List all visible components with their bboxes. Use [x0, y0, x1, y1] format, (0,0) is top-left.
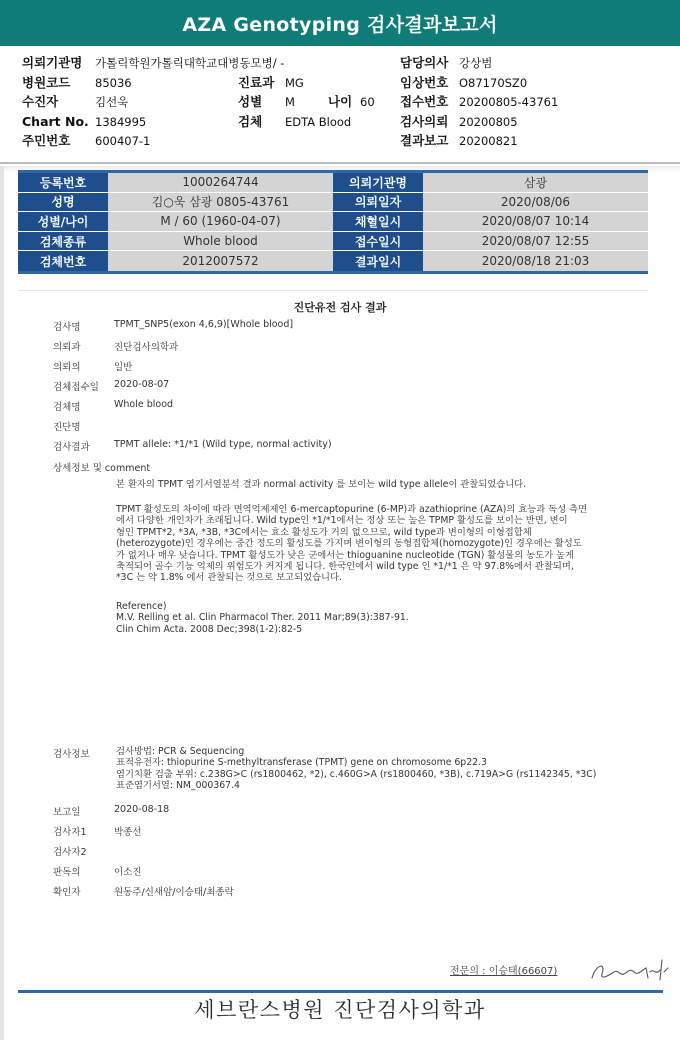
test-info-line: 검사방법: PCR & Sequencing	[116, 746, 245, 757]
header-value: 김선욱	[95, 95, 129, 109]
references	[116, 601, 616, 635]
patient-value: 1000264744	[108, 173, 333, 192]
header-label: 병원코드	[22, 75, 71, 90]
header-value: 강상범	[459, 56, 493, 70]
patient-value: Whole blood	[108, 232, 333, 251]
patient-value: 삼광	[423, 173, 648, 192]
test-info	[116, 746, 616, 792]
patient-value: 2020/08/18 21:03	[423, 251, 648, 271]
field-value: TPMT_SNP5(exon 4,6,9)[Whole blood]	[114, 319, 294, 330]
patient-row	[18, 173, 648, 193]
patient-value: 2020/08/06	[423, 193, 648, 212]
patient-value: 2020/08/07 10:14	[423, 212, 648, 231]
report-banner	[0, 0, 680, 46]
footer-institution: 세브란스병원 진단검사의학과	[194, 998, 486, 1022]
field-label: 보고일	[53, 807, 81, 818]
patient-label: 의뢰일자	[333, 193, 423, 212]
header-label: 접수번호	[400, 94, 449, 109]
comment-line: 축적되어 골수 기능 억제의 위험도가 커지게 됩니다. 한국인에서 wild type 인 *1/*1 은 약 97.8%에서 관찰되며,	[116, 561, 574, 573]
header-value: 20200805	[459, 115, 518, 129]
handwritten-signature	[588, 954, 670, 986]
page-left-edge	[0, 166, 4, 1040]
comment-line: *3C 는 약 1.8% 에서 관찰되는 것으로 보고되었습니다.	[116, 572, 342, 584]
header-value: 20200805-43761	[459, 95, 559, 109]
field-value: 박종선	[114, 827, 142, 838]
comment-line: 가 없거나 매우 낮습니다. TPMT 활성도가 낮은 군에서는 thioguanine nucleotide (TGN) 활성물의 농도가 높게	[116, 549, 575, 561]
patient-row	[18, 212, 648, 232]
header-label: 담당의사	[400, 55, 449, 70]
patient-value: 2020/08/07 12:55	[423, 232, 648, 251]
patient-row	[18, 193, 648, 213]
field-value: 2020-08-07	[114, 379, 170, 390]
field-label: 판독의	[53, 867, 81, 878]
header-value: O87170SZ0	[459, 76, 528, 90]
comment-label: 상세정보 및 comment	[53, 463, 151, 474]
header-label: 검사의뢰	[400, 114, 449, 129]
patient-label: 성명	[18, 193, 108, 212]
field-value: 원동주/신새암/이승태/최종락	[114, 887, 234, 898]
field-label: 검사결과	[53, 442, 90, 453]
field-label: 진단명	[53, 422, 81, 433]
field-value: Whole blood	[114, 399, 174, 410]
field-label: 의뢰의	[53, 362, 81, 373]
header-label: 임상번호	[400, 75, 449, 90]
result-section-title: 진단유전 검사 결과	[293, 301, 387, 314]
header-label: 성별	[238, 94, 263, 109]
reference-line: M.V. Relling et al. Clin Pharmacol Ther. 2011 Mar;89(3):387-91.	[116, 612, 409, 624]
header-label: 진료과	[238, 75, 275, 90]
header-value: 1384995	[95, 115, 147, 129]
test-result-value: TPMT allele: *1/*1 (Wild type, normal activity)	[114, 439, 332, 450]
patient-label: 채혈일시	[333, 212, 423, 231]
test-info-line: 표준염기서열: NM_000367.4	[116, 780, 240, 792]
field-label: 확인자	[53, 887, 81, 898]
field-label: 검체접수일	[53, 382, 99, 393]
patient-value: M / 60 (1960-04-07)	[108, 212, 333, 231]
field-value: 이소진	[114, 867, 142, 878]
field-label: 검체명	[53, 402, 81, 413]
patient-label: 검체종류	[18, 232, 108, 251]
patient-info-table	[18, 170, 648, 274]
reference-line: Clin Chim Acta. 2008 Dec;398(1-2):82-5	[116, 623, 303, 635]
comment-body	[116, 504, 616, 584]
report-title: AZA Genotyping 검사결과보고서	[182, 13, 498, 36]
header-value: M	[285, 95, 295, 109]
header-label: 주민번호	[22, 133, 71, 148]
header-label: Chart No.	[22, 114, 89, 129]
test-info-label: 검사정보	[53, 749, 90, 760]
comment-summary	[116, 479, 616, 490]
header-label: 검체	[238, 114, 263, 129]
field-value: 2020-08-18	[114, 804, 170, 815]
header-label: 수진자	[22, 94, 59, 109]
header-value: MG	[285, 76, 304, 90]
header-value: 가톨릭학원가톨릭대학교대병동모병/ -	[95, 56, 285, 70]
patient-label: 등록번호	[18, 173, 108, 192]
comment-line: 에서 다양한 개인차가 초래됩니다. Wild type인 *1/*1에서는 정상 또는 높은 TPMP 활성도를 보이는 반면, 변이	[116, 515, 568, 527]
patient-label: 결과일시	[333, 251, 423, 271]
field-value: 일반	[114, 362, 133, 373]
header-label-age: 나이	[328, 94, 353, 109]
patient-row	[18, 251, 648, 271]
patient-row	[18, 232, 648, 252]
test-info-line: 염기치환 검출 부위: c.238G>C (rs1800462, *2), c.460G>A (rs1800460, *3B), c.719A>G (rs1142345, *3C)	[116, 768, 597, 780]
header-value-age: 60	[360, 95, 375, 109]
field-label: 검사자2	[53, 847, 87, 858]
header-label: 결과보고	[400, 133, 449, 148]
patient-label: 의뢰기관명	[333, 173, 423, 192]
report-header	[0, 46, 680, 164]
divider	[18, 290, 648, 291]
header-value: EDTA Blood	[285, 115, 352, 129]
patient-value: 2012007572	[108, 251, 333, 271]
header-value: 85036	[95, 76, 132, 90]
footer-rule	[18, 990, 663, 993]
header-label: 의뢰기관명	[22, 55, 83, 70]
comment-line: (heterozygote)인 경우에는 중간 정도의 활성도를 가지며 변이형의 동형접합체(homozygote)인 경우에는 활성도	[116, 538, 582, 550]
test-info-line: 표적유전자: thiopurine S-methyltransferase (TPMT) gene on chromosome 6p22.3	[116, 757, 487, 769]
header-value: 20200821	[459, 134, 518, 148]
field-value: 진단검사의학과	[114, 342, 179, 353]
reference-line: Reference)	[116, 601, 167, 612]
patient-label: 성별/나이	[18, 212, 108, 231]
field-label: 검사명	[53, 322, 81, 333]
patient-value: 김○욱 삼광 0805-43761	[108, 193, 333, 212]
patient-label: 접수일시	[333, 232, 423, 251]
patient-label: 검체번호	[18, 251, 108, 271]
comment-line: 본 환자의 TPMT 염기서열분석 결과 normal activity 를 보이는 wild type allele이 관찰되었습니다.	[116, 479, 527, 490]
comment-line: 형인 TPMT*2, *3A, *3B, *3C에서는 효소 활성도가 거의 없으므로, wild type과 변이형의 이형접합체	[116, 526, 532, 538]
specialist-signature-line: 전문의 : 이승태(66607)	[450, 966, 558, 977]
field-label: 검사자1	[53, 827, 87, 838]
header-value: 600407-1	[95, 134, 151, 148]
field-label: 의뢰과	[53, 342, 81, 353]
comment-line: TPMT 활성도의 차이에 따라 면역억제제인 6-mercaptopurine (6-MP)과 azathioprine (AZA)의 효능과 독성 측면	[116, 504, 588, 515]
